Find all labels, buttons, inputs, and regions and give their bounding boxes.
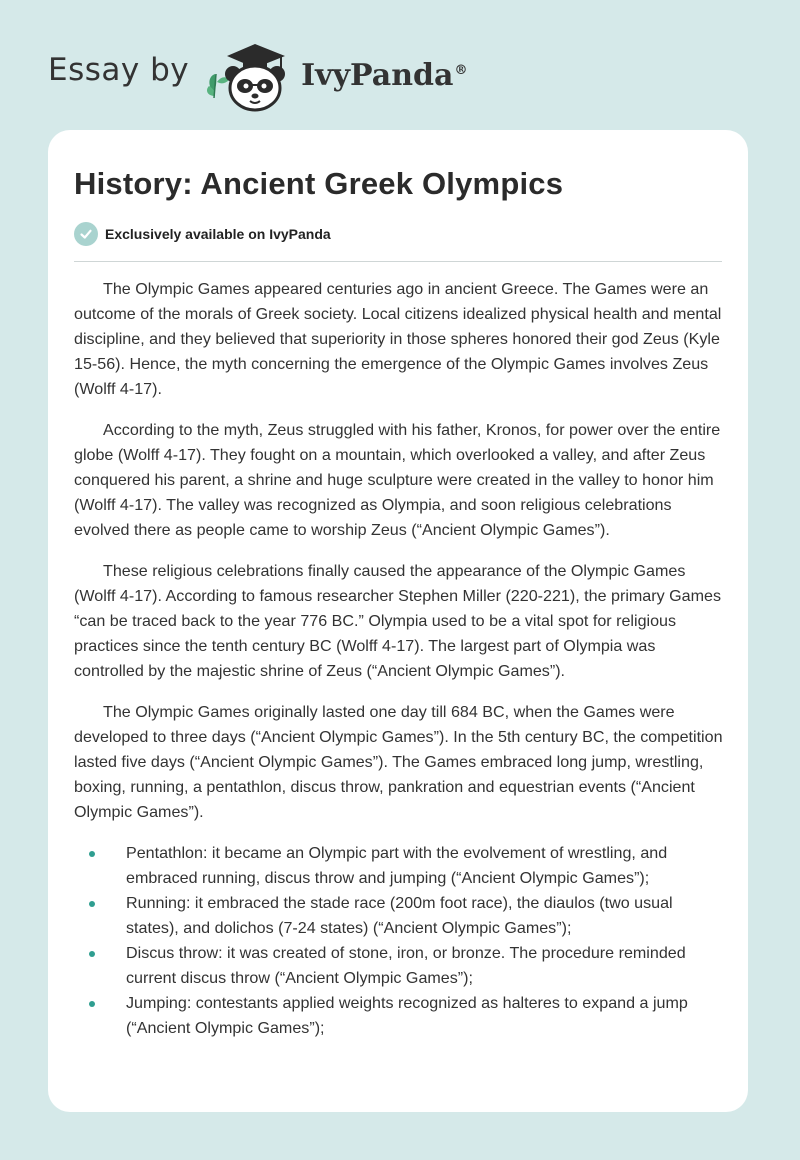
list-item: Running: it embraced the stade race (200m foot race), the diaulos (two usual states), and dolichos (7-24 states) (“Ancient Olympic Games”);: [126, 891, 724, 941]
paragraph: According to the myth, Zeus struggled with his father, Kronos, for power over the entire globe (Wolff 4-17). They fought on a mountain, which overlooked a valley, and after Zeus conquered his parent, a shrine and huge sculpture were created in the valley to honor him (Wolff 4-17). The valley was recognized as Olympia, and soon religious celebrations evolved there as people came to worship Zeus (“Ancient Olympic Games”).: [74, 421, 721, 539]
list-item: Discus throw: it was created of stone, iron, or bronze. The procedure reminded current discus throw (“Ancient Olympic Games”);: [126, 941, 724, 991]
panda-logo-icon: [203, 34, 295, 114]
paragraph: These religious celebrations finally caused the appearance of the Olympic Games (Wolff 4-17). According to famous researcher Stephen Miller (220-221), the primary Games “can be traced back to the year 776 BC.” Olympia used to be a vital spot for religious practices since the tenth century BC (Wolff 4-17). The largest part of Olympia was controlled by the majestic shrine of Zeus (“Ancient Olympic Games”).: [74, 562, 722, 680]
check-icon: [74, 222, 98, 246]
essay-card: [48, 130, 748, 1112]
divider: [74, 261, 722, 262]
list-item: Jumping: contestants applied weights recognized as halteres to expand a jump (“Ancient Olympic Games”);: [126, 991, 724, 1041]
essay-body: [74, 277, 724, 1041]
page-title: History: Ancient Greek Olympics: [74, 166, 564, 201]
site-header: [48, 34, 467, 114]
events-list: [74, 841, 724, 1041]
exclusive-badge: [74, 222, 331, 246]
leaf-icon: [207, 74, 229, 98]
exclusive-label: Exclusively available on IvyPanda: [105, 226, 331, 242]
paragraph: The Olympic Games originally lasted one day till 684 BC, when the Games were developed to three days (“Ancient Olympic Games”). In the 5th century BC, the competition lasted five days (“Ancient Olympic Games”). The Games embraced long jump, wrestling, boxing, running, a pentathlon, discus throw, pankration and equestrian events (“Ancient Olympic Games”).: [74, 703, 723, 821]
brand-logo-text: IvyPanda®: [301, 57, 468, 93]
list-item: Pentathlon: it became an Olympic part with the evolvement of wrestling, and embraced running, discus throw and jumping (“Ancient Olympic Games”);: [126, 841, 724, 891]
paragraph: The Olympic Games appeared centuries ago in ancient Greece. The Games were an outcome of the morals of Greek society. Local citizens idealized physical health and mental discipline, and they believed that superiority in those spheres honored their god Zeus (Kyle 15-56). Hence, the myth concerning the emergence of the Olympic Games involves Zeus (Wolff 4-17).: [74, 280, 722, 398]
essay-by-label: Essay by: [48, 52, 190, 88]
